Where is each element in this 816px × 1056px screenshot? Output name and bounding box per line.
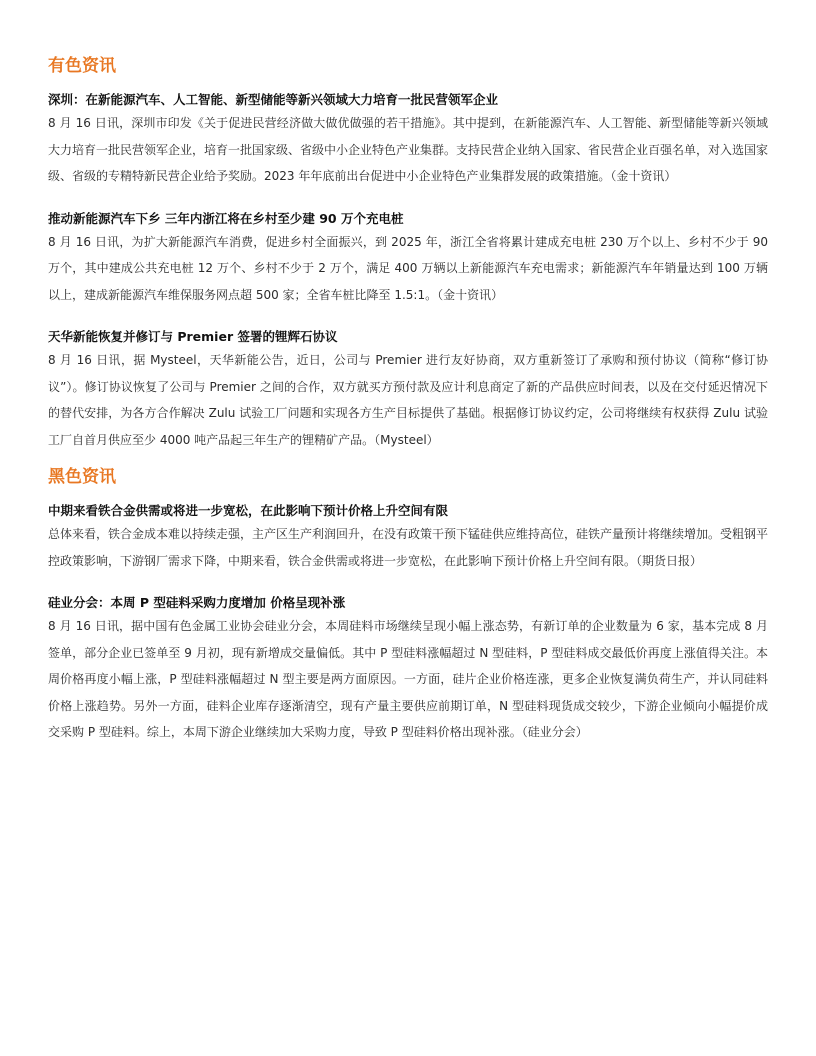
article-body: 8 月 16 日讯，据 Mysteel，天华新能公告，近日，公司与 Premier 进行友好协商，双方重新签订了承购和预付协议（简称“修订协议”）。修订协议恢复了公司与 Premier 之间的合作，双方就买方预付款及应计利息商定了新的产品供应时间表，以及在交付延迟情况下的替代安排，为各方合作解决 Zulu 试验工厂问题和实现各方生产目标提供了基础。根据修订协议约定，公司将继续有权获得 Zulu 试验工厂自首月供应至少 4000 吨产品起三年生产的锂精矿产品。（Mysteel） — [48, 353, 768, 447]
article-body: 8 月 16 日讯，为扩大新能源汽车消费，促进乡村全面振兴，到 2025 年，浙江全省将累计建成充电桩 230 万个以上、乡村不少于 90 万个，其中建成公共充电桩 12 万个、乡村不少于 2 万个，满足 400 万辆以上新能源汽车充电需求；新能源汽车年销量达到 100 万辆以上，建成新能源汽车维保服务网点超 500 家；全省车桩比降至 1.5:1。（金十资讯） — [48, 234, 768, 302]
article-title: 深圳：在新能源汽车、人工智能、新型储能等新兴领域大力培育一批民营领军企业 — [48, 92, 499, 107]
section-title-nonferrous: 有色资讯 — [48, 56, 116, 76]
article-zhejiang-chargers — [48, 209, 768, 309]
article-body: 总体来看，铁合金成本难以持续走强，主产区生产利润回升，在没有政策干预下锰硅供应维持高位，硅铁产量预计将继续增加。受粗钢平控政策影响，下游钢厂需求下降，中期来看，铁合金供需或将进一步宽松，在此影响下预计价格上升空间有限。（期货日报） — [48, 527, 769, 568]
article-shenzhen — [48, 90, 768, 190]
article-title: 天华新能恢复并修订与 Premier 签署的锂辉石协议 — [48, 329, 338, 344]
article-body: 8 月 16 日讯，据中国有色金属工业协会硅业分会，本周硅料市场继续呈现小幅上涨态势，有新订单的企业数量为 6 家，基本完成 8 月签单，部分企业已签单至 9 月初，现有新增成交量偏低。其中 P 型硅料涨幅超过 N 型硅料，P 型硅料成交最低价再度上涨值得关注。本周价格再度小幅上涨，P 型硅料涨幅超过 N 型主要是两方面原因。一方面，硅片企业价格连涨，更多企业恢复满负荷生产，并认同硅料价格上涨趋势。另外一方面，硅料企业库存逐渐清空，现有产量主要供应前期订单，N 型硅料现货成交较少，下游企业倾向小幅提价成交采购 P 型硅料。综上，本周下游企业继续加大采购力度，导致 P 型硅料价格出现补涨。（硅业分会） — [48, 619, 768, 739]
article-ferroalloy — [48, 501, 768, 574]
article-title: 中期来看铁合金供需或将进一步宽松，在此影响下预计价格上升空间有限 — [48, 503, 449, 518]
article-silicon-branch — [48, 593, 768, 746]
article-tianhua-premier — [48, 327, 768, 453]
article-title: 推动新能源汽车下乡 三年内浙江将在乡村至少建 90 万个充电桩 — [48, 210, 404, 226]
document-page — [48, 52, 768, 746]
article-body: 8 月 16 日讯，深圳市印发《关于促进民营经济做大做优做强的若干措施》。其中提到，在新能源汽车、人工智能、新型储能等新兴领域大力培育一批民营领军企业，培育一批国家级、省级中小企业特色产业集群。支持民营企业纳入国家、省民营企业百强名单，对入选国家级、省级的专精特新民营企业给予奖励。2023 年年底前出台促进中小企业特色产业集群发展的政策措施。（金十资讯） — [48, 116, 769, 183]
article-title: 硅业分会：本周 P 型硅料采购力度增加 价格呈现补涨 — [48, 595, 346, 610]
section-title-ferrous: 黑色资讯 — [48, 467, 116, 487]
